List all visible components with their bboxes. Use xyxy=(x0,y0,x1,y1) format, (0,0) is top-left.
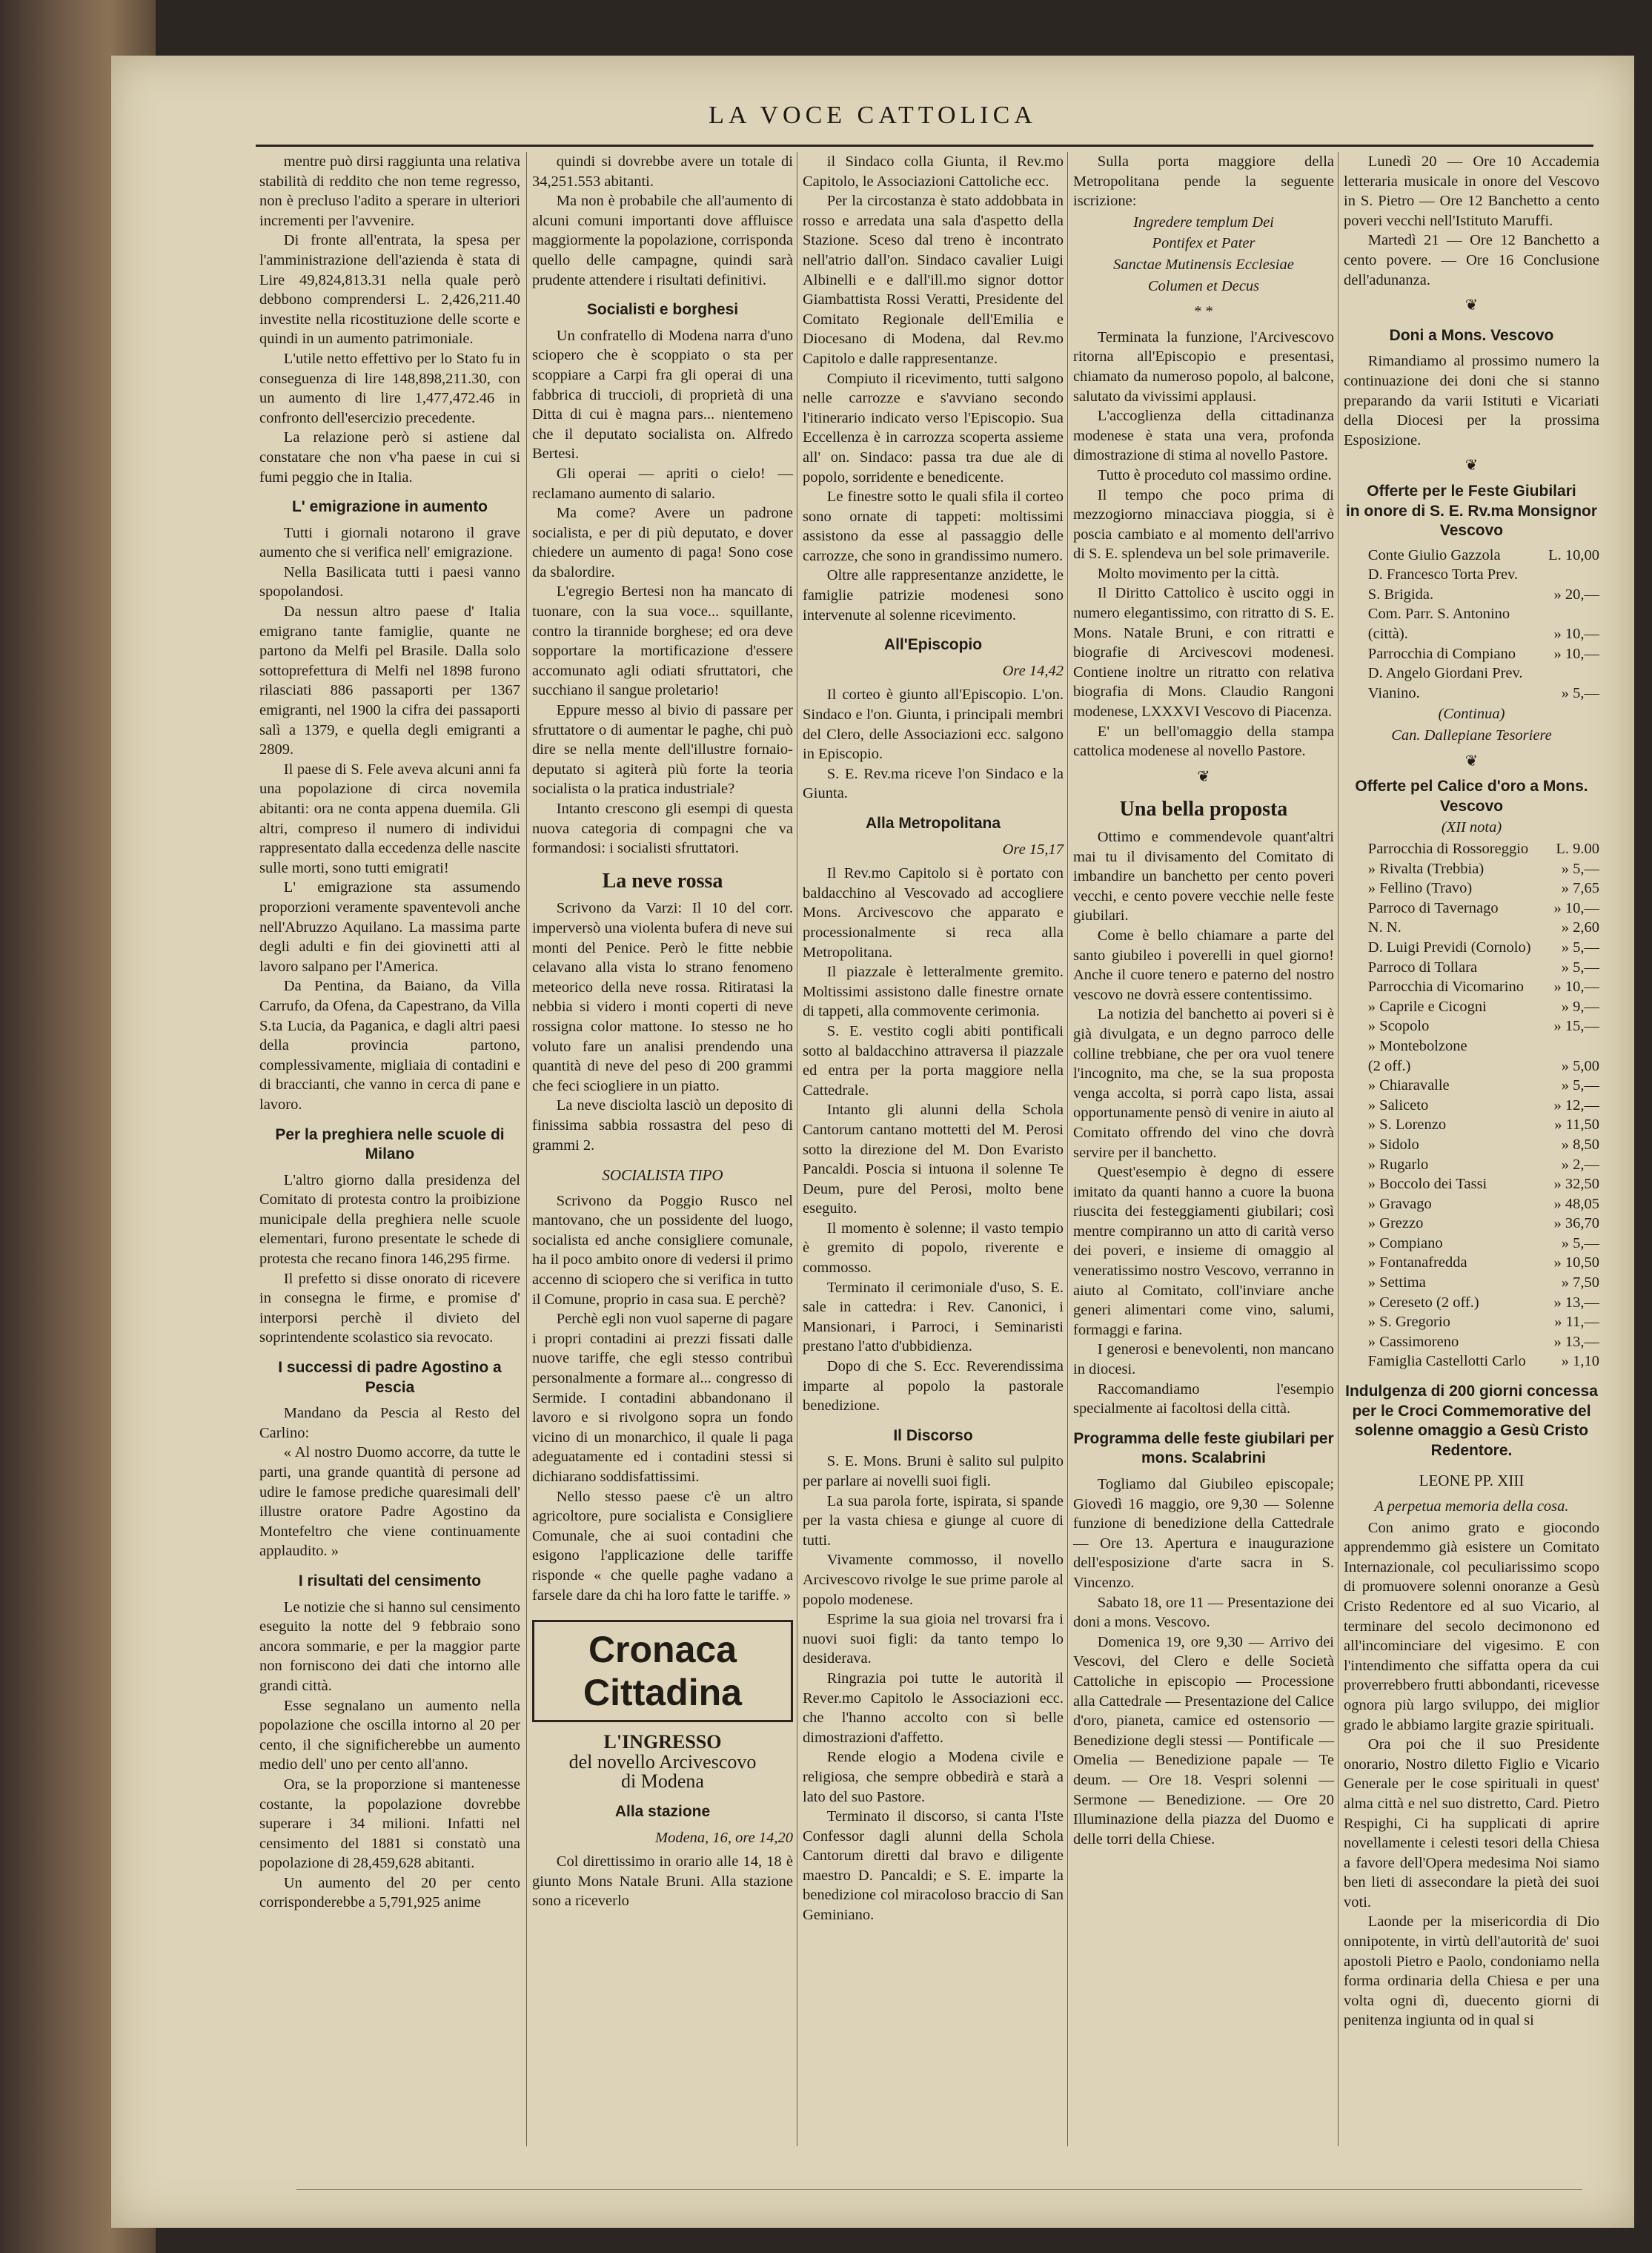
donation-amount: » 5,— xyxy=(1561,1077,1599,1094)
paragraph: Ottimo e commendevole quant'altri mai tu il divisamento del Comitato di imbandire un banchetto per cento poveri vecchi, e cento povere vecchie nelle feste giubilari. xyxy=(1073,829,1334,924)
list-item xyxy=(1344,604,1599,624)
list-item xyxy=(1344,997,1599,1017)
donation-list-chalice xyxy=(1344,839,1599,1372)
paragraph: Il Rev.mo Capitolo si è portato con baldacchino al Vescovado ad accogliere Mons. Arcivescovo che apparato e processionalmente si reca alla Metropolitana. xyxy=(803,865,1064,961)
donor-name: Parrocchia di Vicomarino xyxy=(1367,979,1524,996)
paragraph: La relazione però si astiene dal constatare che non v'ha paese in cui si fumi peggio che in Italia. xyxy=(259,429,520,486)
donation-amount: » 36,70 xyxy=(1553,1215,1599,1232)
paragraph: Oltre alle rappresentanze anzidette, le famiglie patrizie modenesi sono intervenute al solenne ricevimento. xyxy=(803,567,1064,623)
donor-name: D. Luigi Previdi (Cornolo) xyxy=(1367,939,1531,956)
masthead: LA VOCE CATTOLICA xyxy=(709,102,1037,129)
headline: Indulgenza di 200 giorni concessa per le Croci Commemorative del solenne omaggio a Gesù Cristo Redentore. xyxy=(1345,1383,1598,1459)
donation-amount: » 48,05 xyxy=(1553,1195,1599,1212)
donation-amount: » 15,— xyxy=(1553,1018,1599,1035)
paragraph: Lunedì 20 — Ore 10 Accademia letteraria musicale in onore del Vescovo in S. Pietro — Ore 12 Banchetto a cento poveri vecchi nell'Istituto Maruffi. xyxy=(1344,153,1599,229)
subtitle: A perpetua memoria della cosa. xyxy=(1374,1498,1569,1515)
list-item xyxy=(1344,1036,1599,1056)
ornament-icon: ❦ xyxy=(1464,457,1479,474)
paragraph: L'utile netto effettivo per lo Stato fu in conseguenza di lire 148,898,211.30, con un aumento di lire 1,477,472.46 in confronto dell'esercizio precedente. xyxy=(259,350,520,426)
donation-amount: » 5,— xyxy=(1561,860,1599,877)
donation-amount: » 32,50 xyxy=(1553,1176,1599,1193)
donation-amount: » 10,— xyxy=(1553,899,1599,916)
paragraph: Nella Basilicata tutti i paesi vanno spopolandosi. xyxy=(259,563,520,601)
donor-name: D. Francesco Torta Prev. xyxy=(1367,566,1519,583)
paragraph: Vivamente commosso, il novello Arcivescovo rivolge le sue prime parole al popolo modenese. xyxy=(803,1552,1064,1608)
paragraph: Esprime la sua gioia nel trovarsi fra i nuovi suoi figli: da tanto tempo lo desiderava. xyxy=(803,1611,1064,1667)
column-2 xyxy=(532,152,793,1911)
paragraph: Domenica 19, ore 9,30 — Arrivo dei Vescovi, del Clero e delle Società Cattoliche in episcopio — Processione alla Cattedrale — Presentazione del Calice d'oro, pianeta, camice ed ostensorio — Benedizione degli stessi — Pontificale — Omelia — Benedizione papale — Te deum. — Ore 18. Vespri solenni — Sermone — Benedizione. — Ore 20 Illuminazione della piazza del Duomo e delle torri della Chiese. xyxy=(1073,1633,1334,1847)
ornament-icon: ❦ xyxy=(1464,752,1479,770)
paragraph: S. E. vestito cogli abiti pontificali sotto al baldacchino attraversa il piazzale ed entra per la porta maggiore nella Cattedrale. xyxy=(803,1022,1064,1099)
paragraph: Raccomandiamo l'esempio specialmente ai facoltosi della città. xyxy=(1073,1380,1334,1417)
donor-name: » Cereseto (2 off.) xyxy=(1367,1294,1479,1311)
donor-name: » Boccolo dei Tassi xyxy=(1367,1176,1487,1193)
headline: I risultati del censimento xyxy=(298,1572,482,1589)
list-item xyxy=(1344,938,1599,958)
list-item xyxy=(1344,644,1599,664)
paragraph: S. E. Mons. Bruni è salito sul pulpito per parlare ai novelli suoi figli. xyxy=(803,1453,1064,1489)
donation-amount: » 5,00 xyxy=(1561,1057,1599,1074)
donation-amount: » 20,— xyxy=(1553,586,1599,603)
list-item xyxy=(1344,1312,1599,1332)
column-1 xyxy=(259,152,520,1913)
donor-name: Parroco di Tollara xyxy=(1367,959,1478,976)
donor-name: D. Angelo Giordani Prev. xyxy=(1367,665,1523,682)
donor-name: » Gravago xyxy=(1367,1195,1432,1212)
donor-name: S. Brigida. xyxy=(1367,586,1434,603)
paragraph: Il paese di S. Fele aveva alcuni anni fa una popolazione di circa novemila abitanti: ora ne conta appena duemila. Gli altri, compreso il numero di individui rappresentato dalla eccedenza delle nascite sulle morti, sono tutti emigrati! xyxy=(259,761,520,876)
paragraph: Scrivono da Varzi: Il 10 del corr. imperversò una violenta bufera di neve sui monti del Penice. Però le fitte nebbie celavano alla vista lo strano fenomeno meteorico della neve rossa. Ritiratasi la nebbia si videro i monti coperti di neve rossigna color mattone. Io stesso ne ho voluto fare un analisi prendendo una quantità di neve del peso di 200 grammi che feci sciogliere in un piatto. xyxy=(532,900,793,1094)
paragraph: Rimandiamo al prossimo numero la continuazione dei doni che si stanno preparando da varii Istituti e Vicariati della Diocesi per la prossima Esposizione. xyxy=(1344,353,1599,449)
paragraph: Mandano da Pescia al Resto del Carlino: xyxy=(259,1405,520,1441)
donor-name: » S. Lorenzo xyxy=(1367,1116,1447,1134)
paragraph: Le finestre sotto le quali sfila il corteo sono ornate di tappeti: moltissimi assistono da esse al passaggio delle carrozze, che sono in grandissimo numero. xyxy=(803,489,1064,564)
column-divider xyxy=(526,152,527,2146)
continua-note: (Continua) xyxy=(1438,706,1505,723)
paragraph: Laonde per la misericordia di Dio onnipotente, in virtù dell'autorità de' suoi apostoli Pietro e Paolo, condoniamo nella forma ordinaria della Chiesa e per una volta ogni dì, duecento giorni di penitenza ingiunta od in qual si xyxy=(1344,1913,1599,2029)
headline: Programma delle feste giubilari per mons. Scalabrini xyxy=(1073,1429,1334,1467)
inscription-line: Pontifex et Pater xyxy=(1152,235,1255,252)
list-item xyxy=(1344,918,1599,938)
paragraph: L'altro giorno dalla presidenza del Comitato di protesta contro la proibizione municipale della preghiera nelle scuole elementari, furono presentate le schede di protesta che recano finora 146,295 firme. xyxy=(259,1171,520,1268)
paragraph: quindi si dovrebbe avere un totale di 34,251.553 abitanti. xyxy=(532,153,793,190)
paragraph: La sua parola forte, ispirata, si spande per la vasta chiesa e giunge al cuore di tutti. xyxy=(803,1492,1064,1549)
header-rule xyxy=(256,145,1593,147)
section-banner: Cronaca Cittadina xyxy=(532,1620,793,1722)
donor-name: » Saliceto xyxy=(1367,1096,1429,1114)
paragraph: L'egregio Bertesi non ha mancato di tuonare, con la sua voce... squillante, contro la tirannide borghese; ed ora deve sopportare la mortificazione d'essere accomunato agli odiati sfruttatori, che succhiano il sangue proletario! xyxy=(532,583,793,699)
list-item xyxy=(1344,1135,1599,1155)
list-item xyxy=(1344,664,1599,684)
headline: L'INGRESSO xyxy=(603,1731,722,1753)
headline: Socialisti e borghesi xyxy=(586,301,739,319)
donation-amount: » 1,10 xyxy=(1561,1353,1599,1370)
paragraph: Compiuto il ricevimento, tutti salgono nelle carrozze e s'avviano secondo l'itinerario indicato verso l'Episcopio. Sua Eccellenza è in carrozza scoperta assieme all' on. Sindaco: passa tra due ale di popolo, sorridente e benedicente. xyxy=(803,370,1064,486)
column-divider xyxy=(1067,152,1068,2146)
paragraph: Il corteo è giunto all'Episcopio. L'on. Sindaco e l'on. Giunta, i principali membri del Clero, delle Associazioni ecc. salgono in Episcopio. xyxy=(803,687,1064,763)
donation-amount: » 2,60 xyxy=(1561,919,1599,936)
page-bottom-rule xyxy=(296,2189,1582,2202)
donor-name: Parroco di Tavernago xyxy=(1367,899,1499,916)
paragraph: L'accoglienza della cittadinanza modenese è stata una vera, profonda dimostrazione di stima al novello Pastore. xyxy=(1073,408,1334,464)
newspaper-page xyxy=(111,56,1634,2228)
list-item xyxy=(1344,1096,1599,1116)
list-item xyxy=(1344,1016,1599,1036)
donor-name: Com. Parr. S. Antonino xyxy=(1367,606,1510,623)
list-item xyxy=(1344,1155,1599,1175)
list-item xyxy=(1344,1056,1599,1076)
donor-name: Vianino. xyxy=(1367,684,1420,701)
paragraph: Il prefetto si disse onorato di ricevere in consegna le firme, e promise d' interporsi perchè il divieto del soprintendente scolastico sia revocato. xyxy=(259,1270,520,1346)
list-item xyxy=(1344,899,1599,919)
donation-amount: » 10,— xyxy=(1553,979,1599,996)
paragraph: Ringrazia poi tutte le autorità il Rever.mo Capitolo le Associazioni ecc. che l'hanno accolto con sì belle dimostrazioni d'affetto. xyxy=(803,1670,1064,1746)
donation-amount: » 8,50 xyxy=(1561,1136,1599,1153)
headline: I successi di padre Agostino a Pescia xyxy=(278,1359,502,1396)
column-3 xyxy=(803,152,1064,1925)
paragraph: S. E. Rev.ma riceve l'on Sindaco e la Giunta. xyxy=(803,765,1064,802)
headline: Doni a Mons. Vescovo xyxy=(1389,326,1554,344)
paragraph: il Sindaco colla Giunta, il Rev.mo Capitolo, le Associazioni Cattoliche ecc. xyxy=(803,153,1064,190)
paragraph: Intanto crescono gli esempi di questa nuova categoria di compagni che va formandosi: i socialisti sfruttatori. xyxy=(532,801,793,857)
paragraph: Come è bello chiamare a parte del santo giubileo i poverelli in quel giorno! Anche il cuore tenero e paterno del nostro vescovo ne dovrà essere contentissimo. xyxy=(1073,927,1334,1003)
paragraph: La neve disciolta lasciò un deposito di finissima sabbia rossastra del peso di grammi 2. xyxy=(532,1097,793,1154)
paragraph: Terminato il cerimoniale d'uso, S. E. sale in cattedra: i Rev. Canonici, i Mansionari, i Parroci, i Seminaristi prestano l'atto d'ubbidienza. xyxy=(803,1279,1064,1355)
donor-name: N. N. xyxy=(1367,919,1401,936)
donor-name: » Montebolzone xyxy=(1367,1037,1467,1054)
note-number: (XII nota) xyxy=(1441,819,1502,836)
donation-amount: » 2,— xyxy=(1561,1156,1599,1173)
list-item xyxy=(1344,1214,1599,1234)
subheadline: Il Discorso xyxy=(893,1426,973,1444)
paragraph: Scrivono da Poggio Rusco nel mantovano, che un possidente del luogo, socialista ed anche consigliere comunale, ha il poco ambito onore di vedersi il primo accenno di sciopero che si verifica in tutto il Comune, proprio in casa sua. E perchè? xyxy=(532,1192,793,1308)
list-item xyxy=(1344,546,1599,566)
list-item xyxy=(1344,684,1599,704)
donor-name: » Grezzo xyxy=(1367,1215,1424,1232)
list-item xyxy=(1344,977,1599,997)
paragraph: Nello stesso paese c'è un altro agricoltore, pure socialista e Consigliere Comunale, che ai suoi contadini che esigono l'applicazione delle tariffe risponde « che quelle paghe vadano a farsele dare da chi ha loro fatte le tariffe. » xyxy=(532,1488,793,1604)
list-item xyxy=(1344,859,1599,879)
list-item xyxy=(1344,1293,1599,1313)
headline: Per la preghiera nelle scuole di Milano xyxy=(275,1125,505,1163)
paragraph: La notizia del banchetto ai poveri si è già divulgata, e un degno parroco delle colline trebbiane, che per ora vuol tenere l'incognito, ma che, se la sua proposta venga accolta, si porrà capo lista, assai opportunamente pensò di venire in aiuto al Comitato offrendo del vino che dovrà servire per il banchetto. xyxy=(1073,1006,1334,1161)
paragraph: Sabato 18, ore 11 — Presentazione dei doni a mons. Vescovo. xyxy=(1073,1594,1334,1631)
paragraph: Il piazzale è letteralmente gremito. Moltissimi assistono dalle finestre ornate di tappeti, alla commovente cerimonia. xyxy=(803,964,1064,1020)
donor-name: » Fellino (Travo) xyxy=(1367,880,1473,897)
paragraph: Tutto è proceduto col massimo ordine. xyxy=(1097,466,1332,483)
paragraph: Il momento è solenne; il vasto tempio è gremito di popolo, riverente e commosso. xyxy=(803,1220,1064,1277)
inscription-line: Columen et Decus xyxy=(1147,277,1260,294)
donor-name: » Rivalta (Trebbia) xyxy=(1367,860,1485,877)
donation-amount: » 11,— xyxy=(1554,1314,1599,1331)
paragraph: Terminato il discorso, si canta l'Iste Confessor dagli alunni della Schola Cantorum diretti dal bravo e diligente maestro D. Pancaldi; e S. E. imparte la benedizione col miracoloso braccio di San Geminiano. xyxy=(803,1808,1064,1924)
headline: LEONE PP. XIII xyxy=(1419,1472,1525,1490)
dateline: Ore 15,17 xyxy=(1002,841,1064,858)
paragraph: Intanto gli alunni della Schola Cantorum cantano mottetti del M. Perosi sotto la direzione del M. Don Evaristo Pancaldi. Poscia si intuona il solenne Te Deum, pure del Perosi, molto bene eseguito. xyxy=(803,1102,1064,1217)
list-item xyxy=(1344,958,1599,978)
donation-amount: » 10,50 xyxy=(1553,1254,1599,1271)
list-item xyxy=(1344,1115,1599,1135)
donor-name: » Fontanafredda xyxy=(1367,1254,1467,1271)
headline: La neve rossa xyxy=(602,869,723,893)
donor-name: » Cassimoreno xyxy=(1367,1333,1459,1350)
paragraph: Ora, se la proporzione si mantenesse costante, la popolazione dovrebbe superare i 34 milioni. Infatti nel censimento del 1881 si constatò una popolazione di 28,459,628 abitanti. xyxy=(259,1776,520,1872)
headline: Offerte per le Feste Giubilari xyxy=(1367,482,1576,500)
list-item xyxy=(1344,839,1599,859)
donor-name: Conte Giulio Gazzola xyxy=(1367,546,1501,563)
column-5 xyxy=(1344,152,1599,2031)
paragraph: Gli operai — apriti o cielo! — reclamano aumento di salario. xyxy=(532,465,793,502)
paragraph: Il Diritto Cattolico è uscito oggi in numero elegantissimo, con ritratto di S. E. Mons. Natale Bruni, e con ritratti e biografie di Arcivescovi modenesi. Contiene inoltre un ritratto con relativa biografia di Mons. Claudio Rangoni modenese, LXXXVI Vescovo di Piacenza. xyxy=(1073,585,1334,721)
list-item xyxy=(1344,1332,1599,1352)
donation-amount: L. 9.00 xyxy=(1556,841,1599,857)
donor-name: Parrocchia di Compiano xyxy=(1367,645,1516,662)
paragraph: Un aumento del 20 per cento corrisponderebbe a 5,791,925 anime xyxy=(259,1874,520,1911)
paragraph: Rende elogio a Modena civile e religiosa, che sempre obbedirà e starà a lato del suo Pastore. xyxy=(803,1749,1064,1805)
donor-name: » S. Gregorio xyxy=(1367,1314,1450,1331)
donation-amount: » 13,— xyxy=(1553,1294,1599,1311)
inscription-line: Ingredere templum Dei xyxy=(1133,214,1274,231)
paragraph: Le notizie che si hanno sul censimento eseguito la notte del 9 febbraio sono ancora sommarie, e per la maggior parte non forniscono dei dati che intorno alle grandi città. xyxy=(259,1598,520,1694)
donor-name: Parrocchia di Rossoreggio xyxy=(1367,841,1529,857)
headline: in onore di S. E. Rv.ma Monsignor Vescovo xyxy=(1345,502,1598,540)
inscription-line: Sanctae Mutinensis Ecclesiae xyxy=(1113,256,1294,273)
paragraph: Un confratello di Modena narra d'uno sciopero che è scoppiato o sta per scoppiare a Carpi fra gli operai di una fabbrica di truccioli, di proprietà di una Ditta di cui è magna pars... nientemeno che il deputato socialista on. Alfredo Bertesi. xyxy=(532,327,793,463)
paragraph: Il tempo che poco prima di mezzogiorno minacciava pioggia, si è poscia cambiato e al momento dell'arrivo di S. E. splendeva un bel sole primaverile. xyxy=(1073,486,1334,563)
list-item xyxy=(1344,1174,1599,1194)
list-item xyxy=(1344,1253,1599,1273)
donor-name: (città). xyxy=(1367,626,1408,643)
dateline: Modena, 16, ore 14,20 xyxy=(655,1829,793,1846)
paragraph: E' un bell'omaggio della stampa cattolica modenese al novello Pastore. xyxy=(1073,723,1334,760)
dateline: Ore 14,42 xyxy=(1002,662,1064,679)
donor-name: » Rugarlo xyxy=(1367,1156,1429,1173)
paragraph: L' emigrazione sta assumendo proporzioni veramente spaventevoli anche nell'Abruzzo Aquilano. La massima parte degli adulti e fin dei giovinetti atti al lavoro salpano per l'America. xyxy=(259,879,520,975)
donor-name: » Compiano xyxy=(1367,1234,1443,1251)
donation-amount: » 7,50 xyxy=(1561,1274,1599,1291)
donation-amount: » 7,65 xyxy=(1561,880,1599,897)
column-4 xyxy=(1073,152,1334,1849)
list-item xyxy=(1344,1273,1599,1293)
headline: Una bella proposta xyxy=(1119,798,1288,821)
donor-name: » Settima xyxy=(1367,1274,1426,1291)
donor-name: (2 off.) xyxy=(1367,1057,1411,1074)
ornament-icon: ❦ xyxy=(1464,297,1479,314)
paragraph: Ora poi che il suo Presidente onorario, Nostro diletto Figlio e Vicario Generale per le cose spirituali in quest' alma città e nel suo distretto, Card. Pietro Respighi, Ci ha supplicati di aprire novellamente i celesti tesori della Chiesa a favore dell'Opera medesima Noi siamo ben lieti di assecondare la pietà dei suoi voti. xyxy=(1344,1736,1599,1910)
donation-amount: » 5,— xyxy=(1561,684,1599,701)
subheadline: Alla stazione xyxy=(614,1802,711,1820)
donor-name: » Sidolo xyxy=(1367,1136,1419,1153)
donation-amount: » 10,— xyxy=(1553,645,1599,662)
headline: di Modena xyxy=(621,1770,704,1793)
donor-name: » Scopolo xyxy=(1367,1018,1430,1035)
donation-amount: » 9,— xyxy=(1561,998,1599,1015)
paragraph: Eppure messo al bivio di passare per sfruttatore o di aumentar le paghe, chi può dire se nella mente dell'illustre fornaio-deputato si agiterà più forte la teoria socialista o la pratica industriale? xyxy=(532,702,793,798)
donor-name: Famiglia Castellotti Carlo xyxy=(1367,1353,1526,1370)
paragraph: Tutti i giornali notarono il grave aumento che si verifica nell' emigrazione. xyxy=(259,524,520,561)
donor-name: » Caprile e Cicogni xyxy=(1367,998,1487,1015)
list-item xyxy=(1344,1234,1599,1254)
paragraph: Perchè egli non vuol saperne di pagare i propri contadini ai prezzi fissati dalle nuove tariffe, che egli stesso contribuì personalmente a formare al... congresso di Sermide. I contadini abbandonano il lavoro e si rivolgono sopra un fondo vicino di un monarchico, il quale li paga adeguatamente ed i contadini stessi si dichiarano soddisfattissimi. xyxy=(532,1311,793,1485)
paragraph: Sulla porta maggiore della Metropolitana pende la seguente iscrizione: xyxy=(1073,153,1334,210)
list-item xyxy=(1344,565,1599,585)
list-item xyxy=(1344,1194,1599,1214)
paragraph: Di fronte all'entrata, la spesa per l'amministrazione dell'azienda è stata di Lire 49,824,813.31 nella quale però debbono comprendersi L. 2,426,211.40 investite nella ricostituzione delle scorte e quindi in un aumento patrimoniale. xyxy=(259,232,520,348)
paragraph: Dopo di che S. Ecc. Reverendissima imparte al popolo la pastorale benedizione. xyxy=(803,1358,1064,1415)
asterism: * * xyxy=(1194,303,1213,320)
paragraph: mentre può dirsi raggiunta una relativa stabilità di reddito che non teme regresso, non è precluso l'adito a sperare in ulteriori incrementi per l'avvenire. xyxy=(259,153,520,229)
paragraph: Esse segnalano un aumento nella popolazione che oscilla intorno al 20 per cento, il che significherebbe un aumento medio dell' uno per cento all'anno. xyxy=(259,1697,520,1773)
list-item xyxy=(1344,879,1599,899)
donation-amount: » 13,— xyxy=(1553,1333,1599,1350)
donation-amount: » 12,— xyxy=(1553,1096,1599,1114)
list-item xyxy=(1344,624,1599,644)
paragraph: Da Pentina, da Baiano, da Villa Carrufo, da Ofena, da Capestrano, da Villa S.ta Lucia, da Paganica, e dagli altri paesi della provincia partono, complessivamente, migliaia di contadini e di braccianti, che vanno in cerca di pane e lavoro. xyxy=(259,978,520,1113)
donation-amount: L. 10,00 xyxy=(1548,546,1599,563)
paragraph: « Al nostro Duomo accorre, da tutte le parti, una grande quantità di persone ad udire le famose prediche quaresimali dell' illustre oratore Padre Agostino da Montefeltro che viene continuamente applaudito. » xyxy=(259,1444,520,1560)
headline: SOCIALISTA TIPO xyxy=(602,1166,723,1185)
paragraph: Ma come? Avere un padrone socialista, e per di più deputato, e dover chiedere un aumento di paga! Sono cose da sbalordire. xyxy=(532,505,793,580)
subheadline: Alla Metropolitana xyxy=(865,815,1001,832)
paragraph: Quest'esempio è degno di essere imitato da quanti hanno a cuore la buona riuscita dei festeggiamenti giubilari; così mentre compiranno un atto di carità verso dei poveri, e insieme di omaggio al veneratissimo nostro Vescovo, verranno in aiuto al Comitato, coll'inviare anche generi alimentari come vino, salumi, formaggi e farina. xyxy=(1073,1164,1334,1338)
donation-amount: » 10,— xyxy=(1553,626,1599,643)
donor-name: » Chiaravalle xyxy=(1367,1077,1450,1094)
ornament-icon: ❦ xyxy=(1197,768,1210,785)
headline: L' emigrazione in aumento xyxy=(291,498,488,516)
paragraph: I generosi e benevolenti, non mancano in diocesi. xyxy=(1073,1341,1334,1378)
list-item xyxy=(1344,1076,1599,1096)
subheadline: All'Episcopio xyxy=(883,636,983,654)
donation-amount: » 5,— xyxy=(1561,959,1599,976)
paragraph: Col direttissimo in orario alle 14, 18 è giunto Mons Natale Bruni. Alla stazione sono a riceverlo xyxy=(532,1853,793,1910)
paragraph: Molto movimento per la città. xyxy=(1097,565,1280,582)
donation-list-festivities xyxy=(1344,546,1599,704)
paragraph: Terminata la funzione, l'Arcivescovo ritorna all'Episcopio e presentasi, chiamato da numeroso popolo, al balcone, salutato da vivissimi applausi. xyxy=(1073,328,1334,405)
headline: del novello Arcivescovo xyxy=(568,1750,757,1773)
donation-amount: » 5,— xyxy=(1561,1234,1599,1251)
paragraph: Togliamo dal Giubileo episcopale; Giovedì 16 maggio, ore 9,30 — Solenne funzione di benedizione della Cattedrale — Ore 13. Apertura e inaugurazione dell'esposizione d'arte sacra in S. Vincenzo. xyxy=(1073,1476,1334,1591)
paragraph: Da nessun altro paese d' Italia emigrano tante famiglie, quante ne partono da Melfi pel Brasile. Dalla solo sottoprefettura di Melfi nel 1898 furono rilasciati 886 passaporti per 1367 emigranti, nel 1900 la cifra dei passaporti salì a 1379, e quella degli emigranti a 2809. xyxy=(259,603,520,758)
paragraph: Con animo grato e giocondo apprendemmo già esistere un Comitato Internazionale, col peculiarissimo scopo di promuovere solenni onoranze a Gesù Cristo Redentore ed al suo Vicario, al terminare del secolo decimonono ed all'incominciare del vigesimo. E con l'intendimento che siffatta opera da cui proverrebbero frutti abbondanti, ricevesse ognora più largo sviluppo, dei miglior grado le abbiamo largite grazie spirituali. xyxy=(1344,1519,1599,1733)
treasurer-signature: Can. Dallepiane Tesoriere xyxy=(1391,727,1552,744)
donation-amount: » 11,50 xyxy=(1554,1116,1599,1134)
donation-amount: » 5,— xyxy=(1561,939,1599,956)
paragraph: Martedì 21 — Ore 12 Banchetto a cento povere. — Ore 16 Conclusione dell'adunanza. xyxy=(1344,232,1599,288)
list-item xyxy=(1344,585,1599,605)
headline: Offerte pel Calice d'oro a Mons. Vescovo xyxy=(1355,778,1588,815)
paragraph: Ma non è probabile che all'aumento di alcuni comuni importanti dove affluisce maggiormente la popolazione, corrisponda quello delle campagne, quindi sarà prudente attendere i risultati definitivi. xyxy=(532,193,793,288)
paragraph: Per la circostanza è stato addobbata in rosso e arredata una sala d'aspetto della Stazione. Sceso dal treno è incontrato nell'atrio dall'on. Sindaco cavalier Luigi Albinelli e e dall'ill.mo signor dottor Giambattista Rossi Veratti, Presidente del Comitato Regionale dell'Emilia e Diocesano di Modena, dal Rev.mo Capitolo e dalle rappresentanze. xyxy=(803,193,1064,367)
list-item xyxy=(1344,1352,1599,1372)
